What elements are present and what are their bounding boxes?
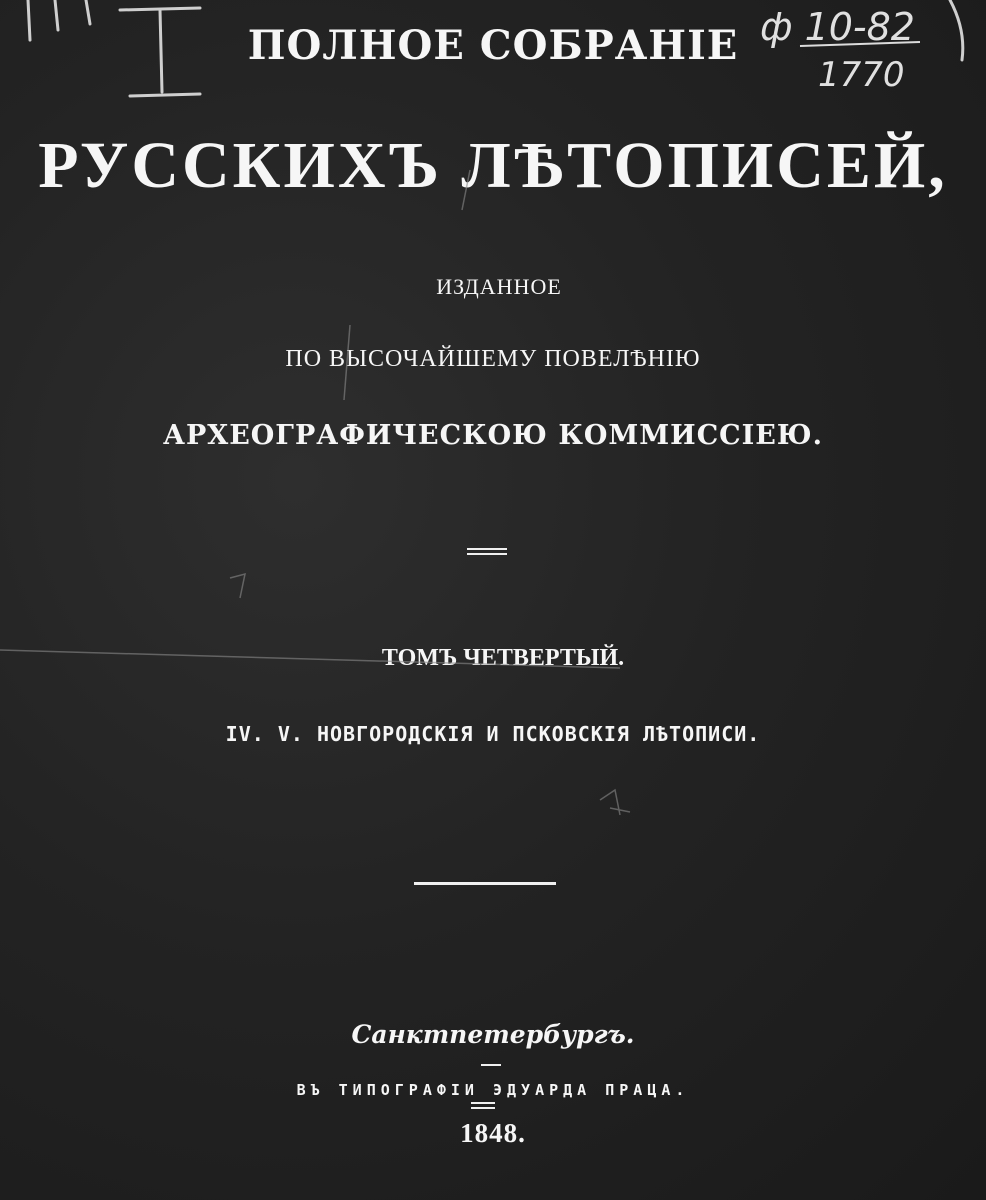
volume-line: ТОМЪ ЧЕТВЕРТЫЙ. <box>381 645 625 671</box>
city-line: Санктпетербургъ. <box>351 1020 635 1049</box>
year-line: 1848. <box>460 1118 526 1148</box>
by-order-line: ПО ВЫСОЧАЙШЕМУ ПОВЕЛѢНІЮ <box>285 346 701 372</box>
title-line-1: ПОЛНОЕ СОБРАНІЕ <box>247 22 739 69</box>
contents-line: IV. V. НОВГОРОДСКІЯ И ПСКОВСКІЯ ЛѢТОПИСИ. <box>225 722 761 746</box>
title-line-2: РУССКИХЪ ЛѢТОПИСЕЙ, <box>38 129 948 202</box>
shelf-mark-text: ф 10-82 <box>760 5 915 49</box>
published-label: ИЗДАННОЕ <box>436 274 562 299</box>
printer-line: ВЪ ТИПОГРАФІИ ЭДУАРДА ПРАЦА. <box>296 1081 690 1099</box>
handwritten-number: 1770 <box>818 55 905 95</box>
commission-line: АРХЕОГРАФИЧЕСКОЮ КОММИССІЕЮ. <box>162 420 824 451</box>
